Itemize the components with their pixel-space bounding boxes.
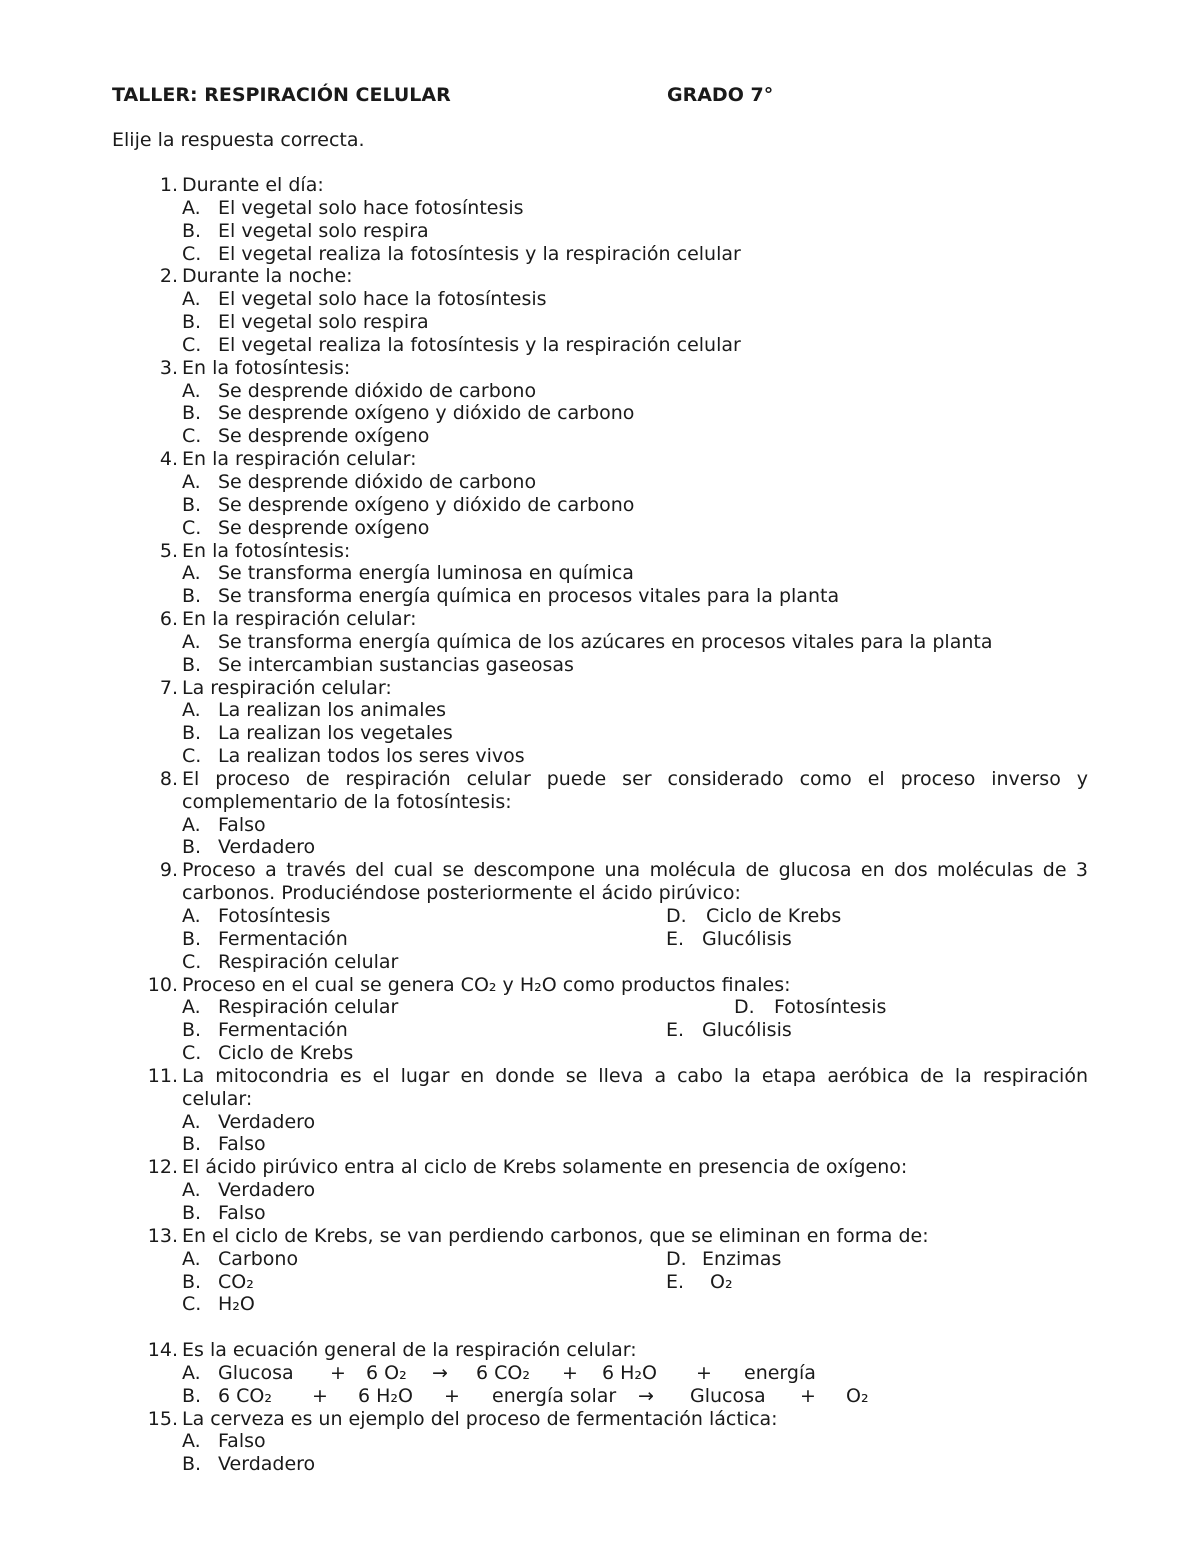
option-a [182,288,1088,311]
question-2 [112,265,1088,356]
option-letter: C. [182,950,202,973]
option-text: El vegetal solo respira [218,219,429,242]
equation-term: Glucosa [218,1361,294,1384]
equation-term: 6 CO₂ [476,1361,530,1384]
option-letter: A. [182,1179,201,1202]
equation-operator: → [432,1361,448,1384]
option-a [182,197,1088,220]
question-text: Durante el día: [182,174,324,196]
question-number: 13. [147,1224,178,1247]
option-text: Ciclo de Krebs [218,1042,354,1065]
option-b [182,836,1088,859]
question-text-line2: celular: [182,1087,253,1110]
question-15 [112,1408,1088,1477]
option-letter: D. [666,1247,687,1270]
option-letter: B. [182,311,202,334]
option-text: Falso [218,1430,266,1453]
option-letter: B. [182,653,202,676]
question-5 [112,540,1088,609]
option-text: Se desprende dióxido de carbono [218,470,537,493]
option-letter: C. [182,745,202,768]
question-13 [112,1225,1088,1316]
option-b [182,494,1088,517]
option-b [182,1385,1088,1408]
option-text: Se desprende oxígeno [218,516,430,539]
equation-operator: → [638,1384,654,1407]
option-text: Ciclo de Krebs [706,905,842,927]
option-text: El vegetal solo hace la fotosíntesis [218,288,547,311]
option-letter: A. [182,470,201,493]
option-b [182,1019,666,1042]
question-text: El ácido pirúvico entra al ciclo de Krebs solamente en presencia de oxígeno: [182,1156,908,1179]
option-c [182,1293,1088,1316]
option-text: Respiración celular [218,950,399,973]
option-text: Verdadero [218,836,316,859]
option-letter: B. [182,1270,202,1293]
question-text-line2: complementario de la fotosíntesis: [182,790,512,813]
option-letter: E. [666,1270,685,1293]
option-letter: C. [182,425,202,448]
option-letter: A. [182,562,201,585]
question-9 [112,859,1088,973]
question-number: 12. [147,1156,178,1179]
option-letter: B. [182,219,202,242]
option-letter: A. [182,288,201,311]
option-letter: B. [182,1133,202,1156]
question-number: 3. [159,356,178,379]
option-letter: B. [182,836,202,859]
option-a [182,1362,1088,1385]
option-b [182,1202,1088,1225]
option-letter: A. [182,996,201,1019]
equation-operator: + [800,1384,816,1407]
question-text: Durante la noche: [182,265,353,288]
option-text: Verdadero [218,1453,316,1476]
question-10 [112,974,1088,1065]
question-number: 2. [159,265,178,288]
option-e [666,1271,733,1294]
option-text: El vegetal solo hace fotosíntesis [218,196,524,219]
option-letter: A. [182,1361,201,1384]
question-number: 4. [159,448,178,471]
question-number: 11. [147,1064,178,1087]
option-a [182,631,1088,654]
option-text: Se desprende oxígeno y dióxido de carbono [218,402,635,425]
option-a [182,1111,1088,1134]
option-letter: A. [182,699,201,722]
option-e [666,928,792,951]
option-a [182,1179,1088,1202]
question-3 [112,357,1088,448]
option-text: Se desprende dióxido de carbono [218,379,537,402]
option-letter: E. [666,927,685,950]
option-text: H₂O [218,1293,255,1316]
option-c [182,951,1088,974]
option-b [182,722,1088,745]
option-b [182,402,1088,425]
option-c [182,334,1088,357]
question-text: La respiración celular: [182,676,392,699]
option-text: Falso [218,813,266,836]
option-a [182,1430,1088,1453]
option-b [182,220,1088,243]
question-text-line1: El proceso de respiración celular puede ser considerado como el proceso inverso y [182,767,1088,790]
option-d [666,1248,781,1271]
worksheet-title: TALLER: RESPIRACIÓN CELULAR [112,84,451,106]
option-c [182,517,1088,540]
option-letter: B. [182,1019,202,1042]
question-text: En la fotosíntesis: [182,539,351,562]
instruction-text: Elije la respuesta correcta. [112,129,365,151]
option-a [182,562,1088,585]
option-letter: C. [182,333,202,356]
equation-a [218,1362,1088,1385]
option-letter: D. [734,996,755,1019]
option-a [182,471,1088,494]
question-number: 6. [159,608,178,631]
option-text: Fotosíntesis [774,996,887,1019]
option-text: La realizan los vegetales [218,722,453,745]
option-b [182,1133,1088,1156]
option-b [182,585,1088,608]
equation-term: 6 H₂O [602,1361,657,1384]
equation-term: 6 CO₂ [218,1384,272,1407]
spacer [112,1316,1088,1339]
option-text: El vegetal realiza la fotosíntesis y la respiración celular [218,242,741,265]
option-text: CO₂ [218,1270,254,1293]
option-letter: B. [182,493,202,516]
question-number: 7. [159,676,178,699]
question-text: La cerveza es un ejemplo del proceso de fermentación láctica: [182,1407,778,1430]
option-b [182,311,1088,334]
equation-operator: + [312,1384,328,1407]
option-d [666,905,841,928]
grade-label: GRADO 7° [667,84,774,106]
option-a [182,996,666,1019]
equation-term: energía solar [492,1384,617,1407]
equation-operator: + [696,1361,712,1384]
option-b [182,1453,1088,1476]
option-letter: D. [666,905,687,927]
option-letter: C. [182,516,202,539]
option-text: Falso [218,1133,266,1156]
option-text: Se transforma energía química de los azúcares en procesos vitales para la planta [218,630,993,653]
option-letter: B. [182,1453,202,1476]
question-7 [112,677,1088,768]
question-text: En la respiración celular: [182,608,417,631]
option-text: Respiración celular [218,996,399,1019]
equation-term: Glucosa [690,1384,766,1407]
question-number: 1. [159,174,178,196]
option-text: Se transforma energía química en procesos vitales para la planta [218,585,840,608]
option-text: La realizan todos los seres vivos [218,745,525,768]
option-letter: E. [666,1019,685,1042]
option-letter: A. [182,196,201,219]
question-text: En la respiración celular: [182,448,417,471]
question-text: En la fotosíntesis: [182,356,351,379]
equation-operator: + [330,1361,346,1384]
option-e [666,1019,792,1042]
option-c [182,243,1088,266]
option-text: Falso [218,1201,266,1224]
question-text: Proceso en el cual se genera CO₂ y H₂O como productos finales: [182,973,791,996]
equation-term: O₂ [846,1384,869,1407]
question-text-line2: carbonos. Produciéndose posteriormente el ácido pirúvico: [182,882,741,905]
option-letter: A. [182,1430,201,1453]
option-text: O₂ [710,1270,733,1293]
equation-term: energía [744,1361,816,1384]
option-text: Fotosíntesis [218,905,331,927]
option-letter: A. [182,1110,201,1133]
question-number: 15. [147,1407,178,1430]
option-letter: C. [182,242,202,265]
option-text: Se transforma energía luminosa en química [218,562,634,585]
equation-term: 6 O₂ [366,1361,407,1384]
option-text: La realizan los animales [218,699,447,722]
question-8 [112,768,1088,859]
option-a [182,380,1088,403]
option-text: Se desprende oxígeno [218,425,430,448]
question-number: 14. [147,1339,178,1362]
question-list [112,174,1088,1476]
option-letter: B. [182,585,202,608]
option-c [182,425,1088,448]
option-letter: B. [182,722,202,745]
question-text: Es la ecuación general de la respiración celular: [182,1339,637,1362]
option-text: Se intercambian sustancias gaseosas [218,653,574,676]
option-text: Verdadero [218,1179,316,1202]
question-number: 5. [159,539,178,562]
option-letter: C. [182,1042,202,1065]
option-a [182,905,666,928]
option-b [182,1271,666,1294]
option-text: Carbono [218,1247,299,1270]
option-a [182,699,1088,722]
question-number: 9. [159,859,178,882]
option-letter: A. [182,905,201,927]
question-4 [112,448,1088,539]
question-1 [112,174,1088,265]
option-letter: A. [182,379,201,402]
option-letter: B. [182,927,202,950]
option-text: El vegetal solo respira [218,311,429,334]
question-11 [112,1065,1088,1156]
equation-b [218,1385,1088,1408]
option-text: El vegetal realiza la fotosíntesis y la respiración celular [218,333,741,356]
question-12 [112,1156,1088,1225]
question-text-line1: Proceso a través del cual se descompone una molécula de glucosa en dos moléculas de 3 [182,859,1088,882]
option-d [734,996,886,1019]
question-number: 8. [159,767,178,790]
option-a [182,814,1088,837]
option-letter: B. [182,1201,202,1224]
question-number: 10. [147,973,178,996]
option-text: Fermentación [218,1019,348,1042]
option-text: Se desprende oxígeno y dióxido de carbono [218,493,635,516]
option-letter: A. [182,630,201,653]
option-letter: A. [182,1247,201,1270]
option-letter: C. [182,1293,202,1316]
equation-operator: + [562,1361,578,1384]
option-b [182,654,1088,677]
option-letter: B. [182,1384,202,1407]
option-letter: B. [182,402,202,425]
question-text: En el ciclo de Krebs, se van perdiendo carbonos, que se eliminan en forma de: [182,1224,929,1247]
option-text: Enzimas [702,1247,782,1270]
question-14 [112,1339,1088,1408]
option-b [182,928,666,951]
option-text: Glucólisis [702,927,792,950]
option-c [182,745,1088,768]
option-a [182,1248,666,1271]
equation-term: 6 H₂O [358,1384,413,1407]
option-text: Fermentación [218,927,348,950]
equation-operator: + [444,1384,460,1407]
option-c [182,1042,1088,1065]
option-text: Glucólisis [702,1019,792,1042]
question-text-line1: La mitocondria es el lugar en donde se lleva a cabo la etapa aeróbica de la respiración [182,1064,1088,1087]
option-text: Verdadero [218,1110,316,1133]
question-6 [112,608,1088,677]
option-letter: A. [182,813,201,836]
